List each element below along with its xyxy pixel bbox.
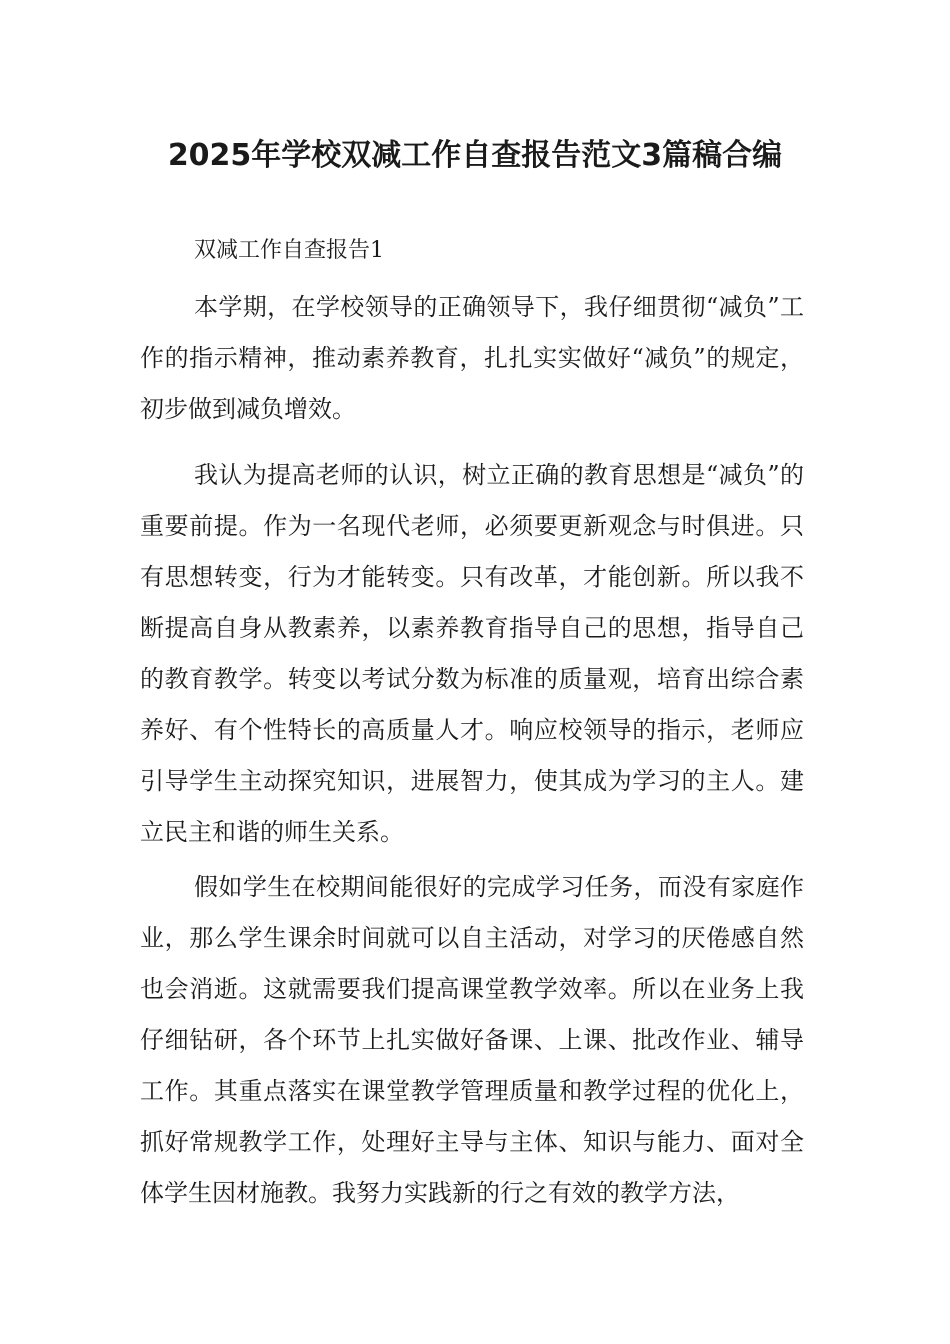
section-heading: 双减工作自查报告1 — [194, 238, 384, 263]
paragraph-2-block — [140, 450, 804, 858]
paragraph: 我认为提高老师的认识，树立正确的教育思想是“减负”的重要前提。作为一名现代老师，必须要更新观念与时俱进。只有思想转变，行为才能转变。只有改革，才能创新。所以我不断提高自身从教素养，以素养教育指导自己的思想，指导自己的教育教学。转变以考试分数为标准的质量观，培育出综合素养好、有个性特长的高质量人才。响应校领导的指示，老师应引导学生主动探究知识，进展智力，使其成为学习的主人。建立民主和谐的师生关系。 — [140, 461, 804, 846]
document-title: 2025年学校双减工作自查报告范文3篇稿合编 — [167, 138, 783, 173]
paragraph-1-block — [140, 282, 804, 435]
paragraph: 假如学生在校期间能很好的完成学习任务，而没有家庭作业，那么学生课余时间就可以自主活动，对学习的厌倦感自然也会消逝。这就需要我们提高课堂教学效率。所以在业务上我仔细钻研，各个环节上扎实做好备课、上课、批改作业、辅导工作。其重点落实在课堂教学管理质量和教学过程的优化上，抓好常规教学工作，处理好主导与主体、知识与能力、面对全体学生因材施教。我努力实践新的行之有效的教学方法， — [140, 873, 804, 1207]
paragraph: 本学期，在学校领导的正确领导下，我仔细贯彻“减负”工作的指示精神，推动素养教育，扎扎实实做好“减负”的规定，初步做到减负增效。 — [140, 293, 804, 423]
paragraph-3-block — [140, 862, 804, 1219]
